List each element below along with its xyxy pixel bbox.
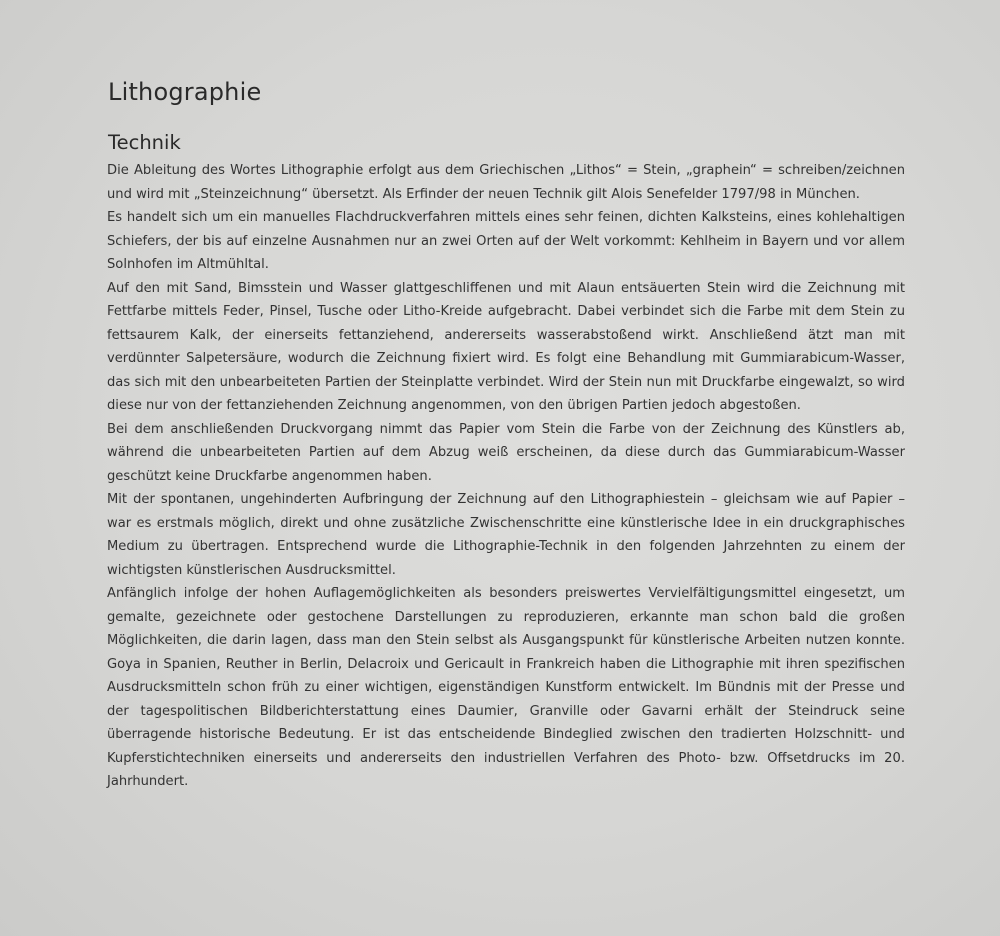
- page-title: Lithographie: [108, 78, 262, 106]
- body-text: [107, 159, 905, 794]
- section-title: Technik: [108, 131, 181, 154]
- paragraph: Mit der spontanen, ungehinderten Aufbringung der Zeichnung auf den Lithographiestein – gleichsam wie auf Papier – war es erstmals möglich, direkt und ohne zusätzliche Zwischenschritte eine künstlerische Idee in ein druckgraphisches Medium zu übertragen. Entsprechend wurde die Lithographie-Technik in den folgenden Jahrzehnten zu einem der wichtigsten künstlerischen Ausdrucksmittel.: [107, 492, 905, 578]
- paragraph: Anfänglich infolge der hohen Auflagemöglichkeiten als besonders preiswertes Vervielfältigungsmittel eingesetzt, um gemalte, gezeichnete oder gestochene Darstellungen zu reproduzieren, erkannte man schon bald die großen Möglichkeiten, die darin lagen, dass man den Stein selbst als Ausgangspunkt für künstlerische Arbeiten nutzen konnte. Goya in Spanien, Reuther in Berlin, Delacroix und Gericault in Frankreich haben die Lithographie mit ihren spezifischen Ausdrucksmitteln schon früh zu einer wichtigen, eigenständigen Kunstform entwickelt. Im Bündnis mit der Presse und der tagespolitischen Bildberichterstattung eines Daumier, Granville oder Gavarni erhält der Steindruck seine überragende historische Bedeutung. Er ist das entscheidende Bindeglied zwischen den tradierten Holzschnitt- und Kupferstichtechniken einerseits und andererseits den industriellen Verfahren des Photo- bzw. Offsetdrucks im 20. Jahrhundert.: [107, 586, 905, 789]
- paragraph: Bei dem anschließenden Druckvorgang nimmt das Papier vom Stein die Farbe von der Zeichnung des Künstlers ab, während die unbearbeiteten Partien auf dem Abzug weiß erscheinen, da diese durch das Gummiarabicum-Wasser geschützt keine Druckfarbe angenommen haben.: [107, 421, 905, 484]
- paragraph: Auf den mit Sand, Bimsstein und Wasser glattgeschliffenen und mit Alaun entsäuerten Stein wird die Zeichnung mit Fettfarbe mittels Feder, Pinsel, Tusche oder Litho-Kreide aufgebracht. Dabei verbindet sich die Farbe mit dem Stein zu fettsaurem Kalk, der einerseits fettanziehend, andererseits wasserabstoßend wirkt. Anschließend ätzt man mit verdünnter Salpetersäure, wodurch die Zeichnung fixiert wird. Es folgt eine Behandlung mit Gummiarabicum-Wasser, das sich mit den unbearbeiteten Partien der Steinplatte verbindet. Wird der Stein nun mit Druckfarbe eingewalzt, so wird diese nur von der fettanziehenden Zeichnung angenommen, von den übrigen Partien jedoch abgestoßen.: [107, 280, 905, 413]
- paragraph: Es handelt sich um ein manuelles Flachdruckverfahren mittels eines sehr feinen, dichten Kalksteins, eines kohlehaltigen Schiefers, der bis auf einzelne Ausnahmen nur an zwei Orten auf der Welt vorkommt: Kehlheim in Bayern und vor allem Solnhofen im Altmühltal.: [107, 210, 905, 272]
- paragraph: Die Ableitung des Wortes Lithographie erfolgt aus dem Griechischen „Lithos“ = Stein, „graphein“ = schreiben/zeichnen und wird mit „Steinzeichnung“ übersetzt. Als Erfinder der neuen Technik gilt Alois Senefelder 1797/98 in München.: [107, 163, 905, 202]
